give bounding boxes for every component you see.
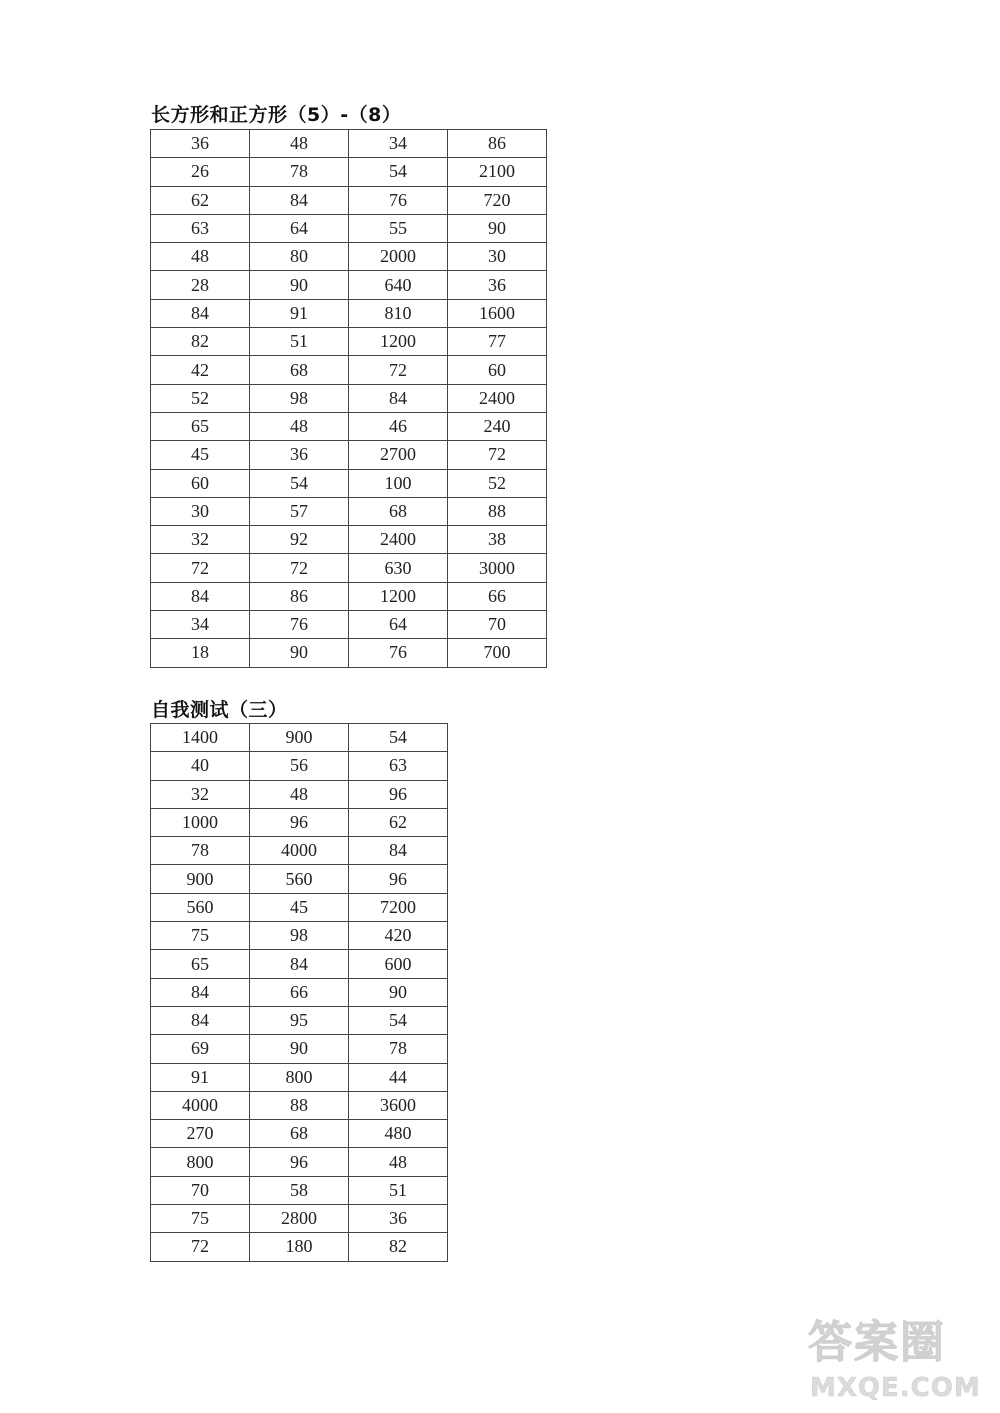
table-cell: 69 <box>151 1035 250 1063</box>
table-row <box>151 950 448 978</box>
table-cell: 57 <box>250 497 349 525</box>
answer-table-self-test <box>150 723 448 1262</box>
table-row <box>151 497 547 525</box>
table-cell: 54 <box>349 724 448 752</box>
table-cell: 800 <box>250 1063 349 1091</box>
table-cell: 88 <box>448 497 547 525</box>
table-cell: 72 <box>151 554 250 582</box>
table-cell: 4000 <box>151 1091 250 1119</box>
table-cell: 700 <box>448 639 547 667</box>
table-cell: 84 <box>349 384 448 412</box>
table-cell: 72 <box>250 554 349 582</box>
table-cell: 420 <box>349 922 448 950</box>
table-cell: 810 <box>349 299 448 327</box>
table-cell: 62 <box>151 186 250 214</box>
table-cell: 63 <box>349 752 448 780</box>
table-cell: 54 <box>349 158 448 186</box>
table-cell: 60 <box>448 356 547 384</box>
table-cell: 18 <box>151 639 250 667</box>
table-cell: 7200 <box>349 893 448 921</box>
table-row <box>151 922 448 950</box>
table-cell: 51 <box>349 1176 448 1204</box>
table-row <box>151 554 547 582</box>
table-cell: 32 <box>151 780 250 808</box>
table-cell: 34 <box>349 130 448 158</box>
table-cell: 75 <box>151 922 250 950</box>
table-cell: 96 <box>250 808 349 836</box>
table-cell: 76 <box>349 186 448 214</box>
table-row <box>151 526 547 554</box>
table-cell: 70 <box>151 1176 250 1204</box>
table-cell: 240 <box>448 412 547 440</box>
table-cell: 26 <box>151 158 250 186</box>
table-cell: 65 <box>151 412 250 440</box>
section-title-rectangles: 长方形和正方形（5）-（8） <box>151 104 402 126</box>
table-cell: 36 <box>151 130 250 158</box>
table-cell: 68 <box>349 497 448 525</box>
table-cell: 84 <box>349 837 448 865</box>
table-cell: 45 <box>250 893 349 921</box>
table-cell: 720 <box>448 186 547 214</box>
table-cell: 600 <box>349 950 448 978</box>
table-row <box>151 1205 448 1233</box>
table-cell: 32 <box>151 526 250 554</box>
table-row <box>151 752 448 780</box>
table-cell: 2100 <box>448 158 547 186</box>
table-row <box>151 724 448 752</box>
table-cell: 34 <box>151 611 250 639</box>
table-cell: 560 <box>250 865 349 893</box>
table-cell: 90 <box>250 639 349 667</box>
table-cell: 90 <box>250 271 349 299</box>
table-cell: 36 <box>448 271 547 299</box>
answer-table-rectangles <box>150 129 547 668</box>
table-cell: 40 <box>151 752 250 780</box>
table-cell: 30 <box>151 497 250 525</box>
table-cell: 76 <box>250 611 349 639</box>
table-row <box>151 1091 448 1119</box>
table-cell: 560 <box>151 893 250 921</box>
table-row <box>151 328 547 356</box>
table-cell: 1200 <box>349 582 448 610</box>
table-cell: 52 <box>151 384 250 412</box>
table-cell: 80 <box>250 243 349 271</box>
table-cell: 48 <box>250 130 349 158</box>
table-cell: 60 <box>151 469 250 497</box>
table-cell: 68 <box>250 1120 349 1148</box>
table-row <box>151 356 547 384</box>
table-cell: 95 <box>250 1006 349 1034</box>
table-cell: 84 <box>250 186 349 214</box>
table-cell: 56 <box>250 752 349 780</box>
table-cell: 44 <box>349 1063 448 1091</box>
section-title-self-test: 自我测试（三） <box>151 699 288 721</box>
table-cell: 55 <box>349 214 448 242</box>
table-cell: 84 <box>151 582 250 610</box>
table-row <box>151 412 547 440</box>
table-row <box>151 865 448 893</box>
table-cell: 480 <box>349 1120 448 1148</box>
watermark-logo <box>808 1318 983 1404</box>
table-cell: 84 <box>151 978 250 1006</box>
table-row <box>151 611 547 639</box>
table-cell: 64 <box>349 611 448 639</box>
table-row <box>151 441 547 469</box>
table-cell: 78 <box>250 158 349 186</box>
table-cell: 48 <box>349 1148 448 1176</box>
table-cell: 63 <box>151 214 250 242</box>
table-cell: 82 <box>151 328 250 356</box>
table-cell: 96 <box>250 1148 349 1176</box>
table-cell: 2000 <box>349 243 448 271</box>
table-cell: 2400 <box>448 384 547 412</box>
table-cell: 36 <box>250 441 349 469</box>
table-row <box>151 130 547 158</box>
table-cell: 78 <box>349 1035 448 1063</box>
table-cell: 800 <box>151 1148 250 1176</box>
table-cell: 84 <box>250 950 349 978</box>
table-cell: 90 <box>448 214 547 242</box>
table-cell: 46 <box>349 412 448 440</box>
table-cell: 48 <box>250 780 349 808</box>
table-row <box>151 893 448 921</box>
table-row <box>151 1233 448 1261</box>
table-cell: 77 <box>448 328 547 356</box>
table-row <box>151 384 547 412</box>
table-cell: 64 <box>250 214 349 242</box>
table-cell: 4000 <box>250 837 349 865</box>
table-row <box>151 299 547 327</box>
table-cell: 70 <box>448 611 547 639</box>
table-row <box>151 639 547 667</box>
table-cell: 52 <box>448 469 547 497</box>
table-cell: 58 <box>250 1176 349 1204</box>
table-row <box>151 158 547 186</box>
table-cell: 1600 <box>448 299 547 327</box>
table-row <box>151 582 547 610</box>
table-row <box>151 1035 448 1063</box>
table-cell: 3000 <box>448 554 547 582</box>
table-cell: 86 <box>448 130 547 158</box>
table-cell: 98 <box>250 384 349 412</box>
table-cell: 62 <box>349 808 448 836</box>
table-cell: 2800 <box>250 1205 349 1233</box>
table-row <box>151 1176 448 1204</box>
table-cell: 91 <box>151 1063 250 1091</box>
table-cell: 72 <box>151 1233 250 1261</box>
watermark-site-text: MXQE.COM <box>810 1373 981 1403</box>
table-cell: 66 <box>250 978 349 1006</box>
table-cell: 78 <box>151 837 250 865</box>
table-cell: 1400 <box>151 724 250 752</box>
table-cell: 96 <box>349 780 448 808</box>
table-cell: 2400 <box>349 526 448 554</box>
table-cell: 630 <box>349 554 448 582</box>
table-cell: 96 <box>349 865 448 893</box>
table-cell: 900 <box>250 724 349 752</box>
table-cell: 38 <box>448 526 547 554</box>
table-cell: 54 <box>349 1006 448 1034</box>
table-cell: 88 <box>250 1091 349 1119</box>
table-row <box>151 1120 448 1148</box>
table-row <box>151 978 448 1006</box>
table-cell: 48 <box>151 243 250 271</box>
table-cell: 65 <box>151 950 250 978</box>
table-row <box>151 243 547 271</box>
table-cell: 48 <box>250 412 349 440</box>
table-cell: 100 <box>349 469 448 497</box>
table-cell: 42 <box>151 356 250 384</box>
table-row <box>151 1148 448 1176</box>
table-cell: 45 <box>151 441 250 469</box>
table-cell: 84 <box>151 299 250 327</box>
table-row <box>151 780 448 808</box>
table-cell: 640 <box>349 271 448 299</box>
table-cell: 91 <box>250 299 349 327</box>
table-cell: 180 <box>250 1233 349 1261</box>
table-cell: 72 <box>349 356 448 384</box>
table-cell: 51 <box>250 328 349 356</box>
table-cell: 36 <box>349 1205 448 1233</box>
table-cell: 75 <box>151 1205 250 1233</box>
table-cell: 68 <box>250 356 349 384</box>
table-row <box>151 186 547 214</box>
table-row <box>151 1063 448 1091</box>
table-cell: 28 <box>151 271 250 299</box>
table-row <box>151 808 448 836</box>
table-cell: 3600 <box>349 1091 448 1119</box>
table-cell: 86 <box>250 582 349 610</box>
table-cell: 84 <box>151 1006 250 1034</box>
table-cell: 92 <box>250 526 349 554</box>
table-cell: 270 <box>151 1120 250 1148</box>
table-cell: 1000 <box>151 808 250 836</box>
table-cell: 76 <box>349 639 448 667</box>
table-cell: 72 <box>448 441 547 469</box>
table-row <box>151 469 547 497</box>
table-cell: 90 <box>250 1035 349 1063</box>
table-cell: 900 <box>151 865 250 893</box>
watermark-logo-text: 答案圈 <box>808 1317 946 1368</box>
table-row <box>151 1006 448 1034</box>
table-cell: 54 <box>250 469 349 497</box>
table-cell: 98 <box>250 922 349 950</box>
table-row <box>151 214 547 242</box>
table-cell: 90 <box>349 978 448 1006</box>
table-cell: 1200 <box>349 328 448 356</box>
table-row <box>151 271 547 299</box>
table-cell: 66 <box>448 582 547 610</box>
table-cell: 82 <box>349 1233 448 1261</box>
table-cell: 30 <box>448 243 547 271</box>
table-row <box>151 837 448 865</box>
table-cell: 2700 <box>349 441 448 469</box>
